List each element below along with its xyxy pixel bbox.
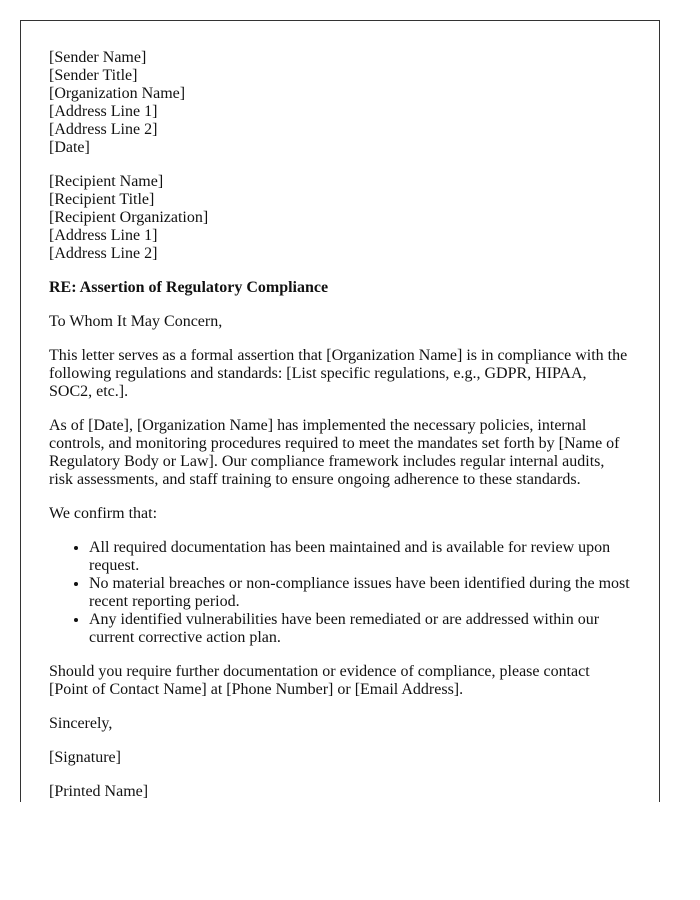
- recipient-block: [49, 173, 631, 263]
- letter-page: [20, 20, 660, 802]
- recipient-title: [Recipient Title]: [49, 191, 155, 208]
- recipient-organization: [Recipient Organization]: [49, 209, 209, 226]
- contact-paragraph: Should you require further documentation or evidence of compliance, please contact [Point of Contact Name] at [Phone Number] or [Email Address].: [49, 663, 590, 698]
- recipient-name: [Recipient Name]: [49, 173, 164, 190]
- sender-address-line-1: [Address Line 1]: [49, 103, 158, 120]
- body-paragraph-confirm-intro: We confirm that:: [49, 505, 158, 522]
- sender-title: [Sender Title]: [49, 67, 138, 84]
- confirmation-list: [49, 539, 631, 647]
- sender-address-line-2: [Address Line 2]: [49, 121, 158, 138]
- body-paragraph-implementation: As of [Date], [Organization Name] has implemented the necessary policies, internal controls, and monitoring procedures required to meet the mandates set forth by [Name of Regulatory Body or Law]. Our compliance framework includes regular internal audits, risk assessments, and staff training to ensure ongoing adherence to these standards.: [49, 417, 620, 488]
- signature-placeholder: [Signature]: [49, 749, 121, 766]
- subject-line: RE: Assertion of Regulatory Compliance: [49, 279, 329, 296]
- body-paragraph-assertion: This letter serves as a formal assertion that [Organization Name] is in compliance with the following regulations and standards: [List specific regulations, e.g., GDPR, HIPAA, SOC2, etc.].: [49, 347, 628, 400]
- sender-name: [Sender Name]: [49, 49, 147, 66]
- closing: Sincerely,: [49, 715, 113, 732]
- sender-date: [Date]: [49, 139, 90, 156]
- printed-name-placeholder: [Printed Name]: [49, 783, 149, 800]
- confirmation-item-documentation: • All required documentation has been maintained and is available for review upon request.: [89, 539, 631, 575]
- confirmation-item-vulnerabilities: • Any identified vulnerabilities have been remediated or are addressed within our current corrective action plan.: [89, 611, 631, 647]
- salutation: To Whom It May Concern,: [49, 313, 223, 330]
- recipient-address-line-2: [Address Line 2]: [49, 245, 158, 262]
- recipient-address-line-1: [Address Line 1]: [49, 227, 158, 244]
- sender-block: [49, 49, 631, 157]
- confirmation-item-no-breaches: • No material breaches or non-compliance issues have been identified during the most recent reporting period.: [89, 575, 631, 611]
- sender-organization: [Organization Name]: [49, 85, 186, 102]
